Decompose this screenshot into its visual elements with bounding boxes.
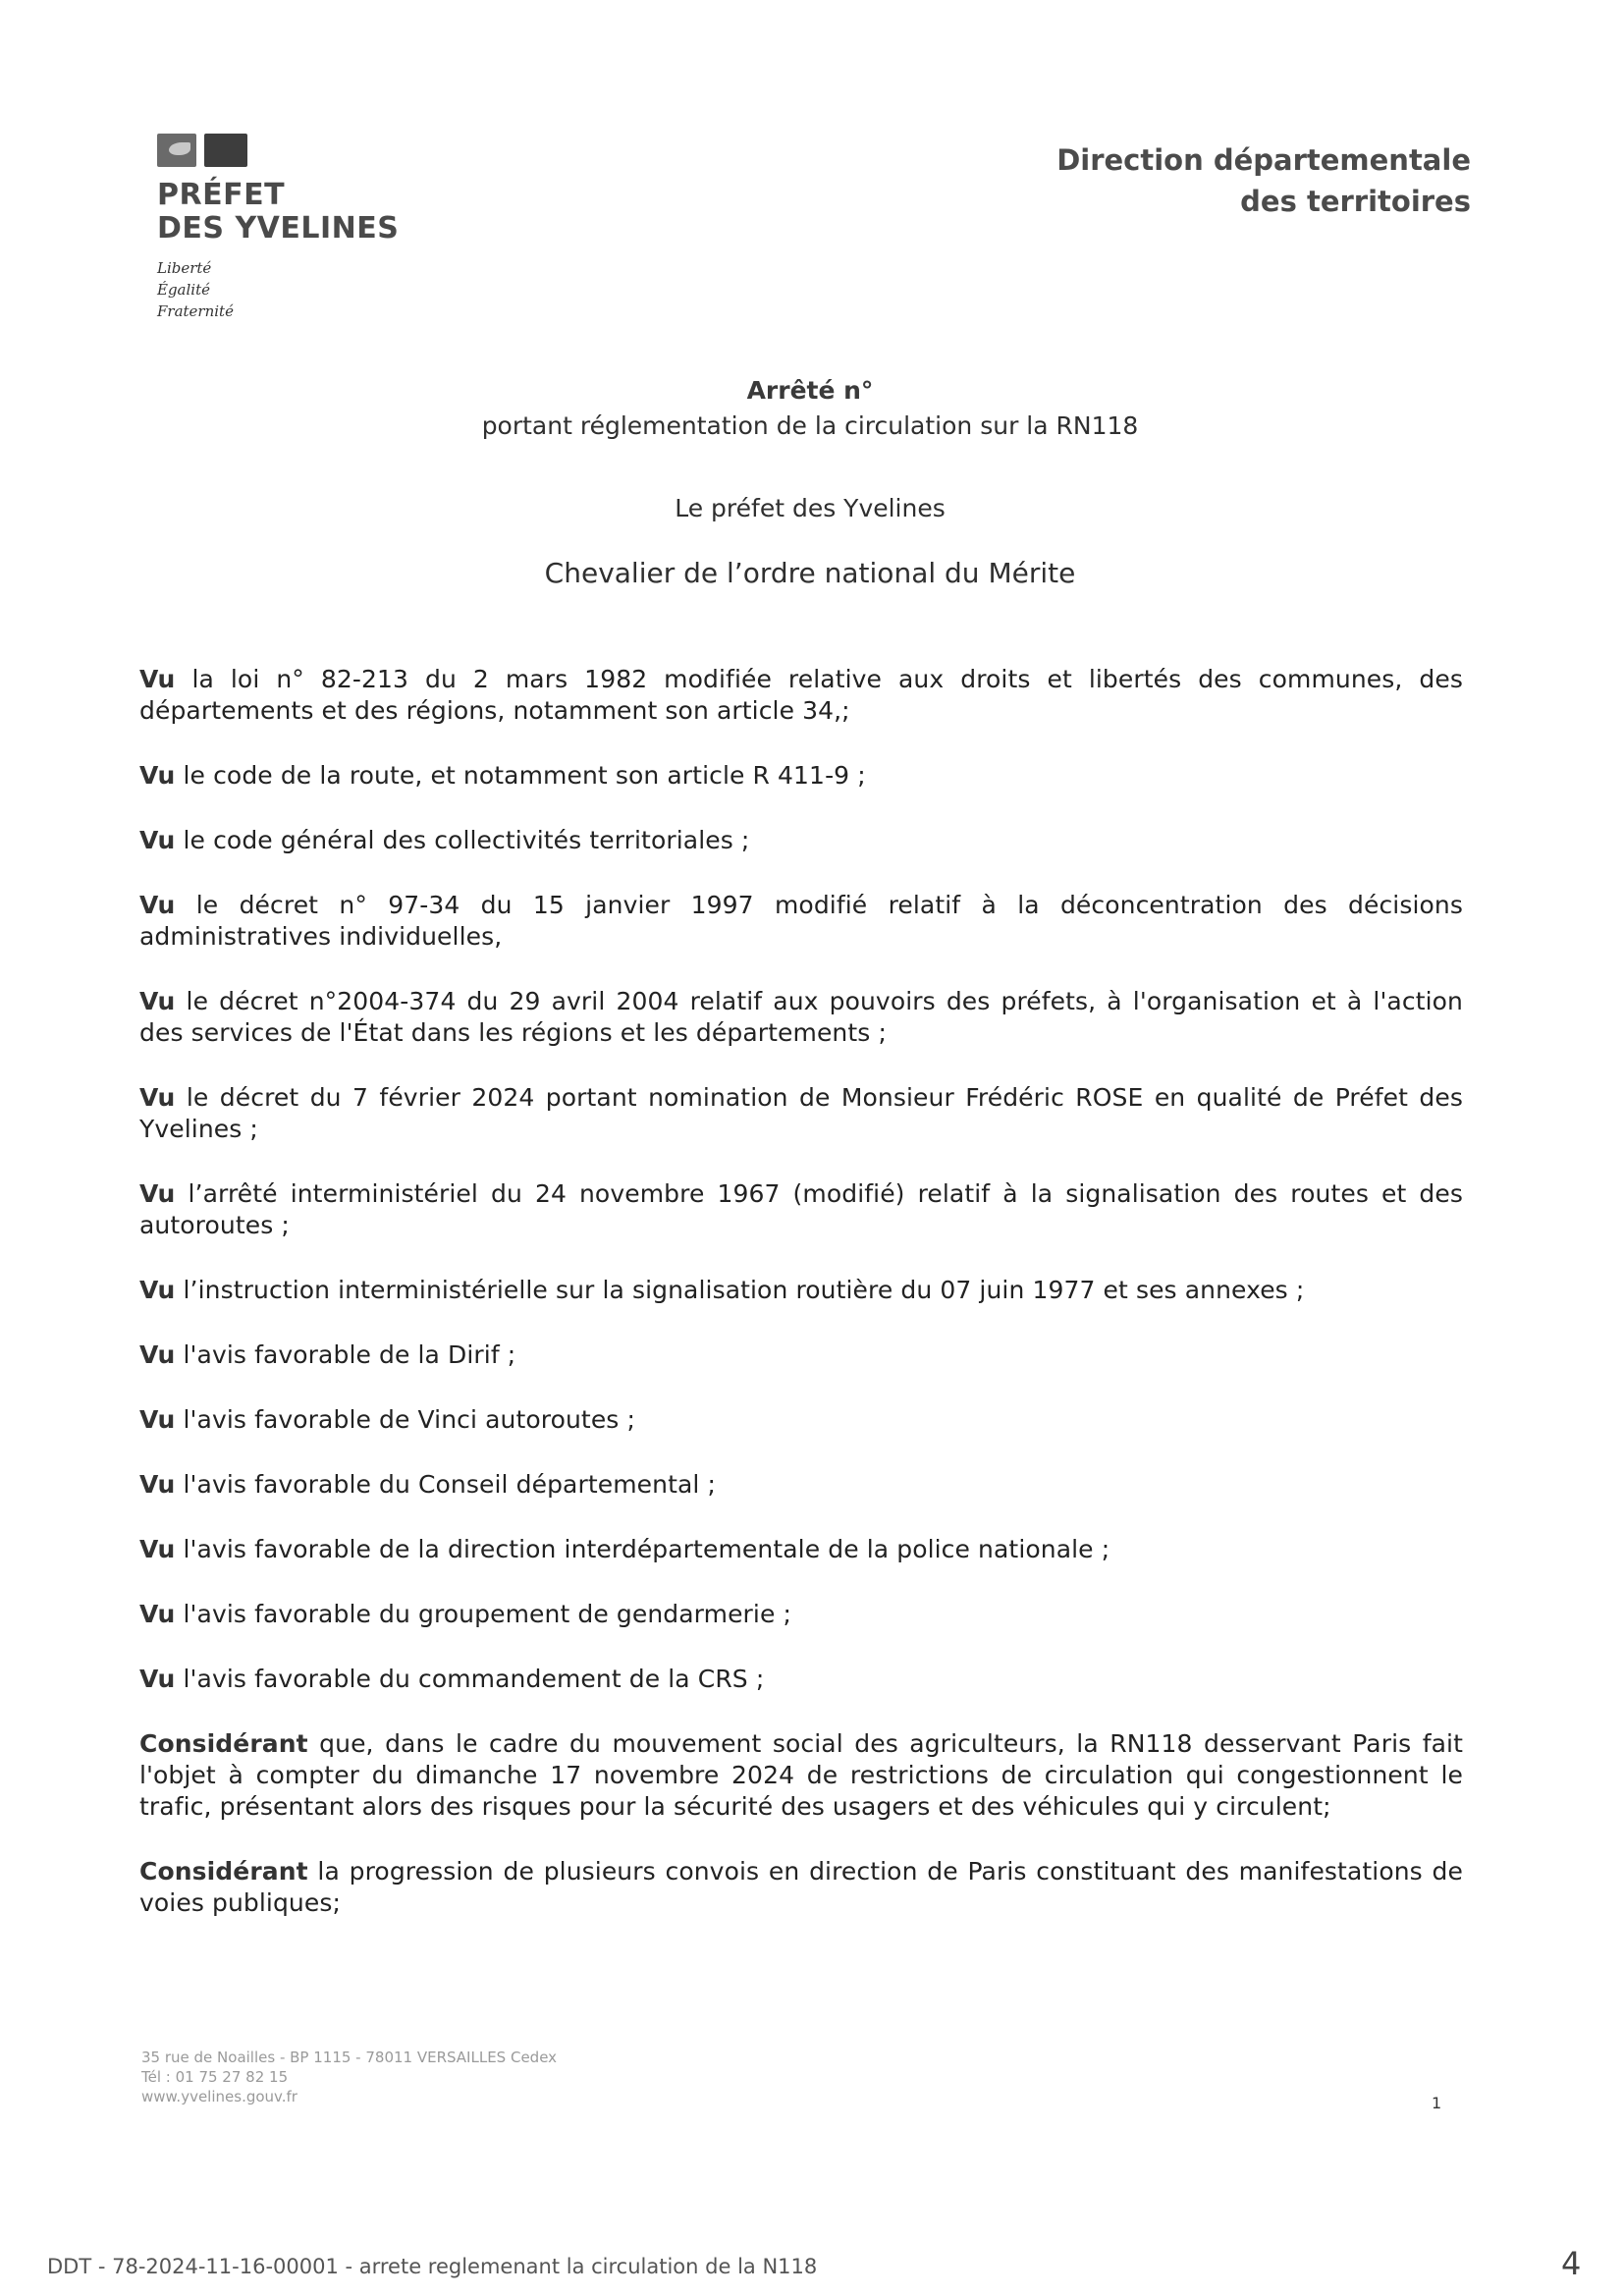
chevalier-line: Chevalier de l’ordre national du Mérite bbox=[544, 557, 1076, 589]
paragraph bbox=[139, 664, 1463, 727]
paragraph-text: le code général des collectivités territoriales ; bbox=[175, 826, 750, 854]
paragraph-lead: Vu bbox=[139, 826, 176, 854]
paragraph-lead: Vu bbox=[139, 987, 176, 1015]
motto-liberte: Liberté bbox=[157, 259, 212, 277]
paragraph-text: l'avis favorable de Vinci autoroutes ; bbox=[175, 1405, 636, 1434]
direction-line-1: Direction départementale bbox=[1056, 143, 1471, 177]
paragraph-lead: Vu bbox=[139, 1340, 176, 1369]
title-block bbox=[304, 373, 1316, 593]
motto-fraternite: Fraternité bbox=[157, 302, 234, 320]
issuing-direction bbox=[1056, 139, 1471, 222]
document-body bbox=[139, 664, 1463, 1952]
page-number: 1 bbox=[1432, 2094, 1442, 2112]
paragraph-lead: Vu bbox=[139, 1405, 176, 1434]
paragraph bbox=[139, 1728, 1463, 1823]
paragraph-text: la loi n° 82-213 du 2 mars 1982 modifiée relative aux droits et libertés des communes, des départements et des régions, notamment son article 34,; bbox=[139, 665, 1463, 725]
document-caption: DDT - 78-2024-11-16-00001 - arrete reglemenant la circulation de la N118 bbox=[47, 2255, 818, 2278]
logo-line-1: PRÉFET bbox=[157, 178, 286, 212]
paragraph-lead: Vu bbox=[139, 1665, 176, 1693]
paragraph bbox=[139, 1339, 1463, 1371]
paragraph-text: le décret du 7 février 2024 portant nomination de Monsieur Frédéric ROSE en qualité de Préfet des Yvelines ; bbox=[139, 1083, 1463, 1143]
paragraph-text: l'avis favorable du groupement de gendarmerie ; bbox=[175, 1600, 792, 1628]
marianne-flag-icon bbox=[157, 134, 247, 167]
paragraph-text: le décret n° 97-34 du 15 janvier 1997 modifié relatif à la déconcentration des décisions administratives individuelles, bbox=[139, 891, 1463, 951]
paragraph-text: le code de la route, et notamment son article R 411-9 ; bbox=[175, 761, 866, 790]
footer-contact bbox=[141, 2048, 557, 2106]
paragraph-lead: Considérant bbox=[139, 1857, 308, 1886]
paragraph bbox=[139, 1082, 1463, 1145]
logo-line-2: DES YVELINES bbox=[157, 211, 400, 246]
arrete-title: Arrêté n° bbox=[746, 376, 874, 405]
paragraph-lead: Vu bbox=[139, 1276, 176, 1304]
paragraph-lead: Vu bbox=[139, 891, 176, 919]
paragraph-text: l'avis favorable du Conseil départemental ; bbox=[175, 1470, 717, 1499]
paragraph bbox=[139, 1404, 1463, 1436]
motto bbox=[157, 257, 399, 322]
paragraph-lead: Vu bbox=[139, 1083, 176, 1112]
paragraph bbox=[139, 1856, 1463, 1919]
paragraph bbox=[139, 1534, 1463, 1565]
paragraph-lead: Vu bbox=[139, 665, 176, 693]
paragraph-text: le décret n°2004-374 du 29 avril 2004 relatif aux pouvoirs des préfets, à l'organisation et à l'action des services de l'État dans les régions et les départements ; bbox=[139, 987, 1463, 1047]
paragraph bbox=[139, 1599, 1463, 1630]
paragraph-lead: Vu bbox=[139, 1600, 176, 1628]
paragraph bbox=[139, 1469, 1463, 1501]
footer-address: 35 rue de Noailles - BP 1115 - 78011 VERSAILLES Cedex bbox=[141, 2049, 558, 2066]
paragraph bbox=[139, 760, 1463, 792]
paragraph-text: que, dans le cadre du mouvement social des agriculteurs, la RN118 desservant Paris fait l'objet à compter du dimanche 17 novembre 2024 de restrictions de circulation qui congestionnent le trafic, présentant alors des risques pour la sécurité des usagers et des véhicules qui y circulent; bbox=[139, 1729, 1463, 1821]
paragraph-lead: Vu bbox=[139, 1535, 176, 1563]
paragraph bbox=[139, 890, 1463, 953]
arrete-subject: portant réglementation de la circulation sur la RN118 bbox=[481, 411, 1139, 440]
paragraph-text: la progression de plusieurs convois en direction de Paris constituant des manifestations de voies publiques; bbox=[139, 1857, 1463, 1917]
prefet-line: Le préfet des Yvelines bbox=[675, 494, 946, 522]
paragraph-lead: Vu bbox=[139, 761, 176, 790]
paragraph-lead: Vu bbox=[139, 1470, 176, 1499]
paragraph-text: l’instruction interministérielle sur la signalisation routière du 07 juin 1977 et ses annexes ; bbox=[175, 1276, 1305, 1304]
paragraph-text: l'avis favorable du commandement de la CRS ; bbox=[175, 1665, 765, 1693]
paragraph bbox=[139, 825, 1463, 856]
paragraph-text: l'avis favorable de la direction interdépartementale de la police nationale ; bbox=[175, 1535, 1110, 1563]
paragraph bbox=[139, 1178, 1463, 1241]
footer-phone: Tél : 01 75 27 82 15 bbox=[141, 2068, 289, 2086]
sheet-number: 4 bbox=[1561, 2245, 1582, 2282]
direction-line-2: des territoires bbox=[1240, 185, 1471, 218]
paragraph-text: l’arrêté interministériel du 24 novembre 1967 (modifié) relatif à la signalisation des routes et des autoroutes ; bbox=[139, 1179, 1463, 1239]
paragraph-lead: Vu bbox=[139, 1179, 176, 1208]
paragraph bbox=[139, 1275, 1463, 1306]
footer-website: www.yvelines.gouv.fr bbox=[141, 2088, 298, 2105]
prefecture-logo bbox=[157, 134, 399, 322]
motto-egalite: Égalité bbox=[157, 281, 210, 299]
paragraph-text: l'avis favorable de la Dirif ; bbox=[175, 1340, 516, 1369]
paragraph bbox=[139, 1664, 1463, 1695]
paragraph bbox=[139, 986, 1463, 1049]
paragraph-lead: Considérant bbox=[139, 1729, 308, 1758]
logo-title bbox=[157, 179, 399, 246]
